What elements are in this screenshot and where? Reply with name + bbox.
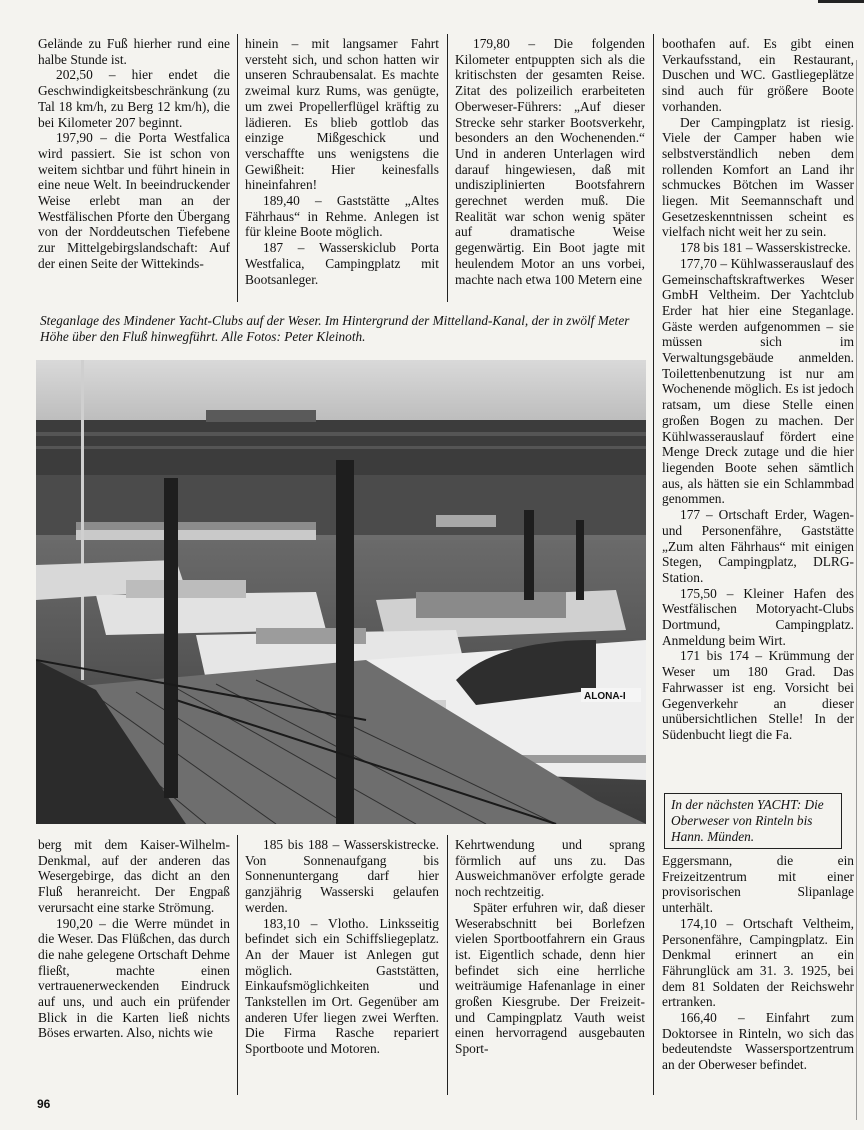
paragraph: Eggersmann, die ein Freizeitzentrum mit einer provisorischen Slipanlage unterhält. [662,853,854,916]
boat-name-text: ALONA-I [584,691,626,702]
bottom-column-3 [455,837,645,1057]
paragraph: 197,90 – die Porta Westfalica wird passiert. Sie ist schon von weitem sichtbar und führt hinein in eine neue Welt. In beeindruckender Weise erlebt man an der Westfälischen Pforte den Übergang von der Norddeutschen Tiefebene zur Mittelgebirgslandschaft: Auf der einen Seite der Wittekinds- [38,130,230,271]
photo-caption: Steganlage des Mindener Yacht-Clubs auf der Weser. Im Hintergrund der Mittelland-Kanal, der in zwölf Meter Höhe über den Fluß hinwegführt. Alle Fotos: Peter Kleinoth. [40,313,630,344]
paragraph: 185 bis 188 – Wasserskistrecke. Von Sonnenaufgang bis Sonnenuntergang darf hier ganzjährig Wasserski gelaufen werden. [245,837,439,915]
top-column-1 [38,36,230,272]
column-rule [447,835,448,1095]
paragraph: Später erfuhren wir, daß dieser Weserabschnitt bei Borlefzen vielen Sportbootfahrern ein Graus ist. Eigentlich schade, denn hier befindet sich eine herrliche weiträumige Hafenanlage in einer großen Kiesgrube. Der Freizeit- und Campingplatz Vauth weist einen hervorragend ausgebauten Sport- [455,899,645,1057]
paragraph: 187 – Wasserskiclub Porta Westfalica, Campingplatz mit Bootsanleger. [245,240,439,287]
paragraph: 183,10 – Vlotho. Linksseitig befindet sich ein Schiffsliegeplatz. An der Mauer ist Anlegen gut möglich. Gaststätten, Einkaufsmöglichkeiten und Tankstellen im Ort. Gegenüber am anderen Ufer liegen zwei Werften. Die Firma Rasche repariert Sportboote und Motoren. [245,915,439,1057]
side-rule [856,60,857,1120]
paragraph: 174,10 – Ortschaft Veltheim, Personenfähre, Campingplatz. Ein Denkmal erinnert an ein Fährunglück am 31. 3. 1925, bei dem 81 Soldaten der Reichswehr ertranken. [662,915,854,1010]
top-rule [818,0,864,3]
next-issue-box: In der nächsten YACHT: Die Oberweser von Rinteln bis Hann. Münden. [664,793,842,849]
marina-photo [36,360,646,824]
top-column-2 [245,36,439,287]
paragraph: Der Campingplatz ist riesig. Viele der Camper haben wie selbstverständlich neben dem rollenden Komfort an Land ihr schmuckes Bötchen im Wasser liegen. Mit Seemannschaft und Gesetzeskenntnissen scheint es vielfach nicht weit her zu sein. [662,114,854,240]
bottom-column-1 [38,837,230,1041]
top-column-4 [662,36,854,743]
paragraph: 177,70 – Kühlwasserauslauf des Gemeinschaftskraftwerkes Weser GmbH Veltheim. Der Yachtclub Erder hat hier eine Steganlage. Gäste werden aufgenommen – sie müssen sich im Verwaltungsgebäude anmelden. Toilettenbenutzung ist nur am Wochenende möglich. Es ist jedoch ratsam, um diese Stelle einen großen Bogen zu machen. Der Kühlwasserauslauf fördert eine Menge Dreck zutage und die hier liegenden Boote sehen sämtlich aus, als hätten sie ein Schlammbad genommen. [662,255,854,507]
paragraph: boothafen auf. Es gibt einen Verkaufsstand, ein Restaurant, Duschen und WC. Gastliegeplätze sind auch für größere Boote vorhanden. [662,36,854,114]
paragraph: 171 bis 174 – Krümmung der Weser um 180 Grad. Das Fahrwasser ist eng. Vorsicht bei Gegenverkehr an dieser unübersichtlichen Stelle! In der Südenbucht liegt die Fa. [662,648,854,742]
paragraph: Kehrtwendung und sprang förmlich auf uns zu. Das Ausweichmanöver erfolgte gerade noch rechtzeitig. [455,837,645,900]
paragraph: 202,50 – hier endet die Geschwindigkeitsbeschränkung (zu Tal 18 km/h, zu Berg 12 km/h), die bei Kilometer 207 beginnt. [38,67,230,130]
paragraph: Gelände zu Fuß hierher rund eine halbe Stunde ist. [38,36,230,67]
column-rule [653,34,654,860]
column-rule [653,860,654,1095]
paragraph: 175,50 – Kleiner Hafen des Westfälischen Motoryacht-Clubs Dortmund, Campingplatz. Anmeldung beim Wirt. [662,585,854,648]
bottom-column-2 [245,837,439,1057]
paragraph: 190,20 – die Werre mündet in die Weser. Das Flüßchen, das durch die nahe gelegene Ortschaft Dehme fließt, machte einen vertrauenerweckenden Eindruck auf uns, und auch ein prüfender Blick in die Karten ließ nichts Böses erwarten. Also, nichts wie [38,915,230,1041]
paragraph: 177 – Ortschaft Erder, Wagen- und Personenfähre, Gaststätte „Zum alten Fährhaus“ mit einigen Stegen, Campingplatz, DLRG-Station. [662,507,854,585]
page-number: 96 [37,1097,51,1111]
column-rule [237,835,238,1095]
top-column-3 [455,36,645,287]
column-rule [237,34,238,302]
column-rule [447,34,448,302]
bottom-column-4 [662,853,854,1073]
paragraph: 178 bis 181 – Wasserskistrecke. [680,240,851,256]
paragraph: 179,80 – Die folgenden Kilometer entpuppten sich als die kritischsten der gesamten Reise. Zitat des polizeilich erarbeiteten Oberweser-Führers: „Auf dieser Strecke sehr starker Bootsverkehr, besonders an den Wochenenden.“ Und in anderen Unterlagen wird darauf hingewiesen, daß mit undisziplinierten Bootsfahrern gerechnet werden muß. Die Realität war schon wenig später auf dramatische Weise gegenwärtig. Ein Boot jagte mit heulendem Motor an uns vorbei, machte nach etwa 100 Metern eine [455,36,645,287]
paragraph: berg mit dem Kaiser-Wilhelm-Denkmal, auf der anderen das Wesergebirge, das dicht an den Fluß heranreicht. Der Engpaß verursacht eine starke Strömung. [38,837,230,915]
paragraph: 189,40 – Gaststätte „Altes Fährhaus“ in Rehme. Anlegen ist für kleine Boote möglich. [245,193,439,240]
paragraph: hinein – mit langsamer Fahrt versteht sich, und schon hatten wir unseren Schraubensalat. Es machte zweimal kurz Rums, was genügte, um zwei Propellerflügel kräftig zu lädieren. Es blieb gottlob das einzige Mißgeschick und verschaffte uns wenigstens die Gewißheit: Hier keinesfalls hineinfahren! [245,36,439,193]
paragraph: 166,40 – Einfahrt zum Doktorsee in Rinteln, wo sich das bedeutendste Wassersportzentrum an der Oberweser befindet. [662,1010,854,1073]
